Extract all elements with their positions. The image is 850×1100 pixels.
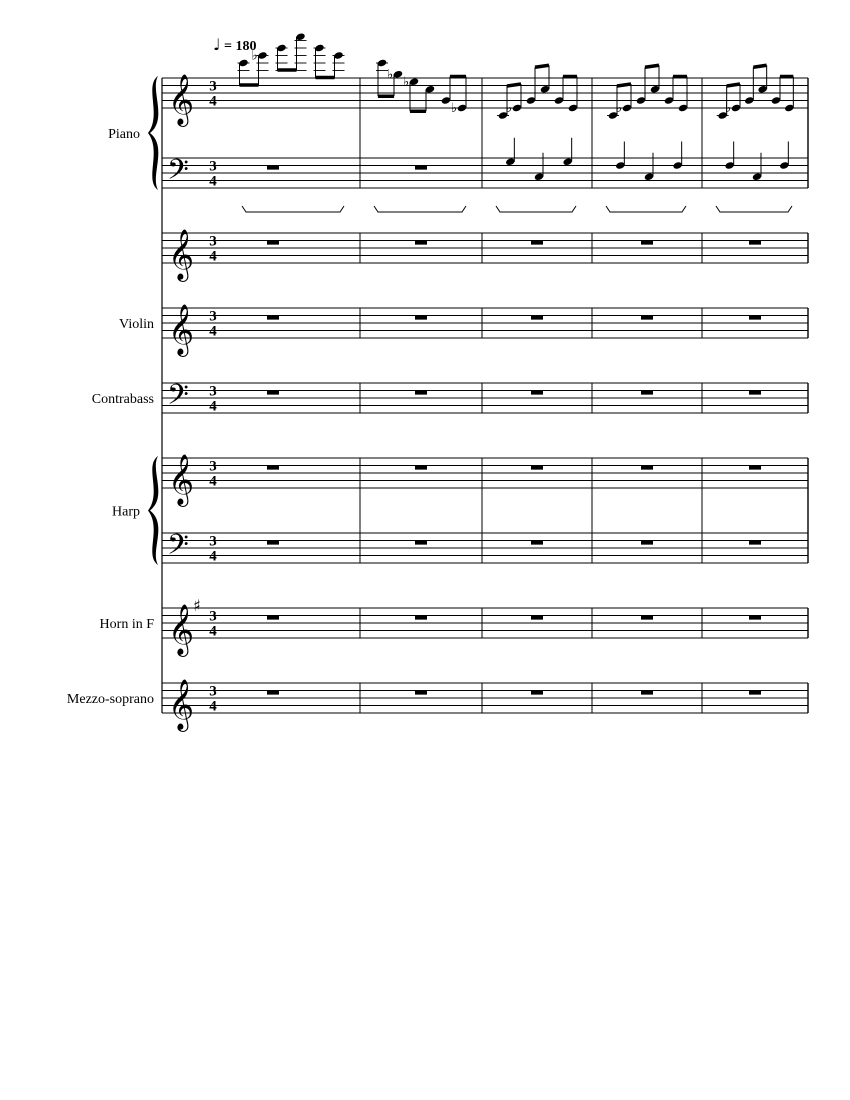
measure-rest <box>749 316 761 320</box>
measure-rest <box>749 241 761 245</box>
pedal-bracket <box>606 206 686 212</box>
treble-clef-icon: 𝄞 <box>168 74 195 125</box>
time-signature-numerator: 3 <box>209 308 217 325</box>
measure-rest <box>267 466 279 470</box>
pedal-bracket <box>374 206 466 212</box>
bass-clef-icon: 𝄢 <box>167 153 189 194</box>
measure-rest <box>641 616 653 620</box>
measure-rest <box>267 316 279 320</box>
measure-rest <box>641 691 653 695</box>
measure-rest <box>415 241 427 245</box>
treble-clef-icon: 𝄞 <box>168 454 195 505</box>
grand-staff-brace <box>148 76 158 190</box>
measure-rest <box>749 616 761 620</box>
flat-accidental-icon: ♭ <box>506 101 513 116</box>
quarter-note-icon: ♩ <box>213 35 221 54</box>
time-signature-denominator: 4 <box>209 398 217 415</box>
measure-rest <box>749 391 761 395</box>
time-signature-numerator: 3 <box>209 533 217 550</box>
measure-rest <box>641 541 653 545</box>
flat-accidental-icon: ♭ <box>725 101 732 116</box>
time-signature-denominator: 4 <box>209 323 217 340</box>
treble-clef-icon: 𝄞 <box>168 604 195 655</box>
measure-rest <box>641 466 653 470</box>
grand-staff-brace <box>148 456 158 565</box>
treble-clef-icon: 𝄞 <box>168 679 195 730</box>
note-beam <box>507 84 521 86</box>
time-signature-denominator: 4 <box>209 473 217 490</box>
instrument-label-horn: Horn in F <box>99 617 154 632</box>
flat-accidental-icon: ♭ <box>616 101 623 116</box>
measure-rest <box>267 391 279 395</box>
measure-rest <box>415 466 427 470</box>
time-signature-numerator: 3 <box>209 383 217 400</box>
measure-rest <box>531 616 543 620</box>
measure-rest <box>749 691 761 695</box>
measure-rest <box>267 166 279 170</box>
flat-accidental-icon: ♭ <box>251 48 258 64</box>
measure-rest <box>267 541 279 545</box>
measure-rest <box>415 391 427 395</box>
measure-rest <box>531 241 543 245</box>
pedal-bracket <box>242 206 344 212</box>
flat-accidental-icon: ♭ <box>451 101 458 116</box>
treble-clef-icon: 𝄞 <box>168 304 195 355</box>
time-signature-numerator: 3 <box>209 233 217 250</box>
time-signature-numerator: 3 <box>209 158 217 175</box>
measure-rest <box>641 391 653 395</box>
bass-clef-icon: 𝄢 <box>167 378 189 419</box>
note-beam <box>535 65 549 67</box>
time-signature-denominator: 4 <box>209 623 217 640</box>
measure-rest <box>267 691 279 695</box>
time-signature-denominator: 4 <box>209 548 217 565</box>
note-beam <box>645 65 659 67</box>
note-beam <box>753 65 766 67</box>
time-signature-numerator: 3 <box>209 458 217 475</box>
time-signature-numerator: 3 <box>209 608 217 625</box>
measure-rest <box>749 466 761 470</box>
flat-accidental-icon: ♭ <box>403 74 410 90</box>
time-signature-denominator: 4 <box>209 173 217 190</box>
instrument-label-mezzo: Mezzo-soprano <box>66 692 154 707</box>
treble-clef-icon: 𝄞 <box>168 229 195 280</box>
instrument-label-violin: Violin <box>119 317 154 332</box>
key-signature-sharp-icon: ♯ <box>193 596 201 615</box>
measure-rest <box>641 316 653 320</box>
measure-rest <box>267 616 279 620</box>
measure-rest <box>531 316 543 320</box>
measure-rest <box>531 466 543 470</box>
pedal-bracket <box>716 206 792 212</box>
measure-rest <box>415 316 427 320</box>
measure-rest <box>415 691 427 695</box>
measure-rest <box>415 616 427 620</box>
note-beam <box>617 84 631 86</box>
measure-rest <box>267 241 279 245</box>
measure-rest <box>531 541 543 545</box>
time-signature-numerator: 3 <box>209 78 217 95</box>
measure-rest <box>415 541 427 545</box>
note-beam <box>727 84 740 86</box>
measure-rest <box>531 691 543 695</box>
bass-clef-icon: 𝄢 <box>167 528 189 569</box>
flat-accidental-icon: ♭ <box>387 67 394 83</box>
time-signature-denominator: 4 <box>209 93 217 110</box>
instrument-label-contrabass: Contrabass <box>91 392 154 407</box>
time-signature-numerator: 3 <box>209 683 217 700</box>
measure-rest <box>531 391 543 395</box>
measure-rest <box>749 541 761 545</box>
tempo-marking: = 180 <box>224 39 257 54</box>
pedal-bracket <box>496 206 576 212</box>
measure-rest <box>641 241 653 245</box>
measure-rest <box>415 166 427 170</box>
time-signature-denominator: 4 <box>209 698 217 715</box>
instrument-label-piano: Piano <box>108 127 140 142</box>
time-signature-denominator: 4 <box>209 248 217 265</box>
instrument-label-harp: Harp <box>112 504 140 520</box>
